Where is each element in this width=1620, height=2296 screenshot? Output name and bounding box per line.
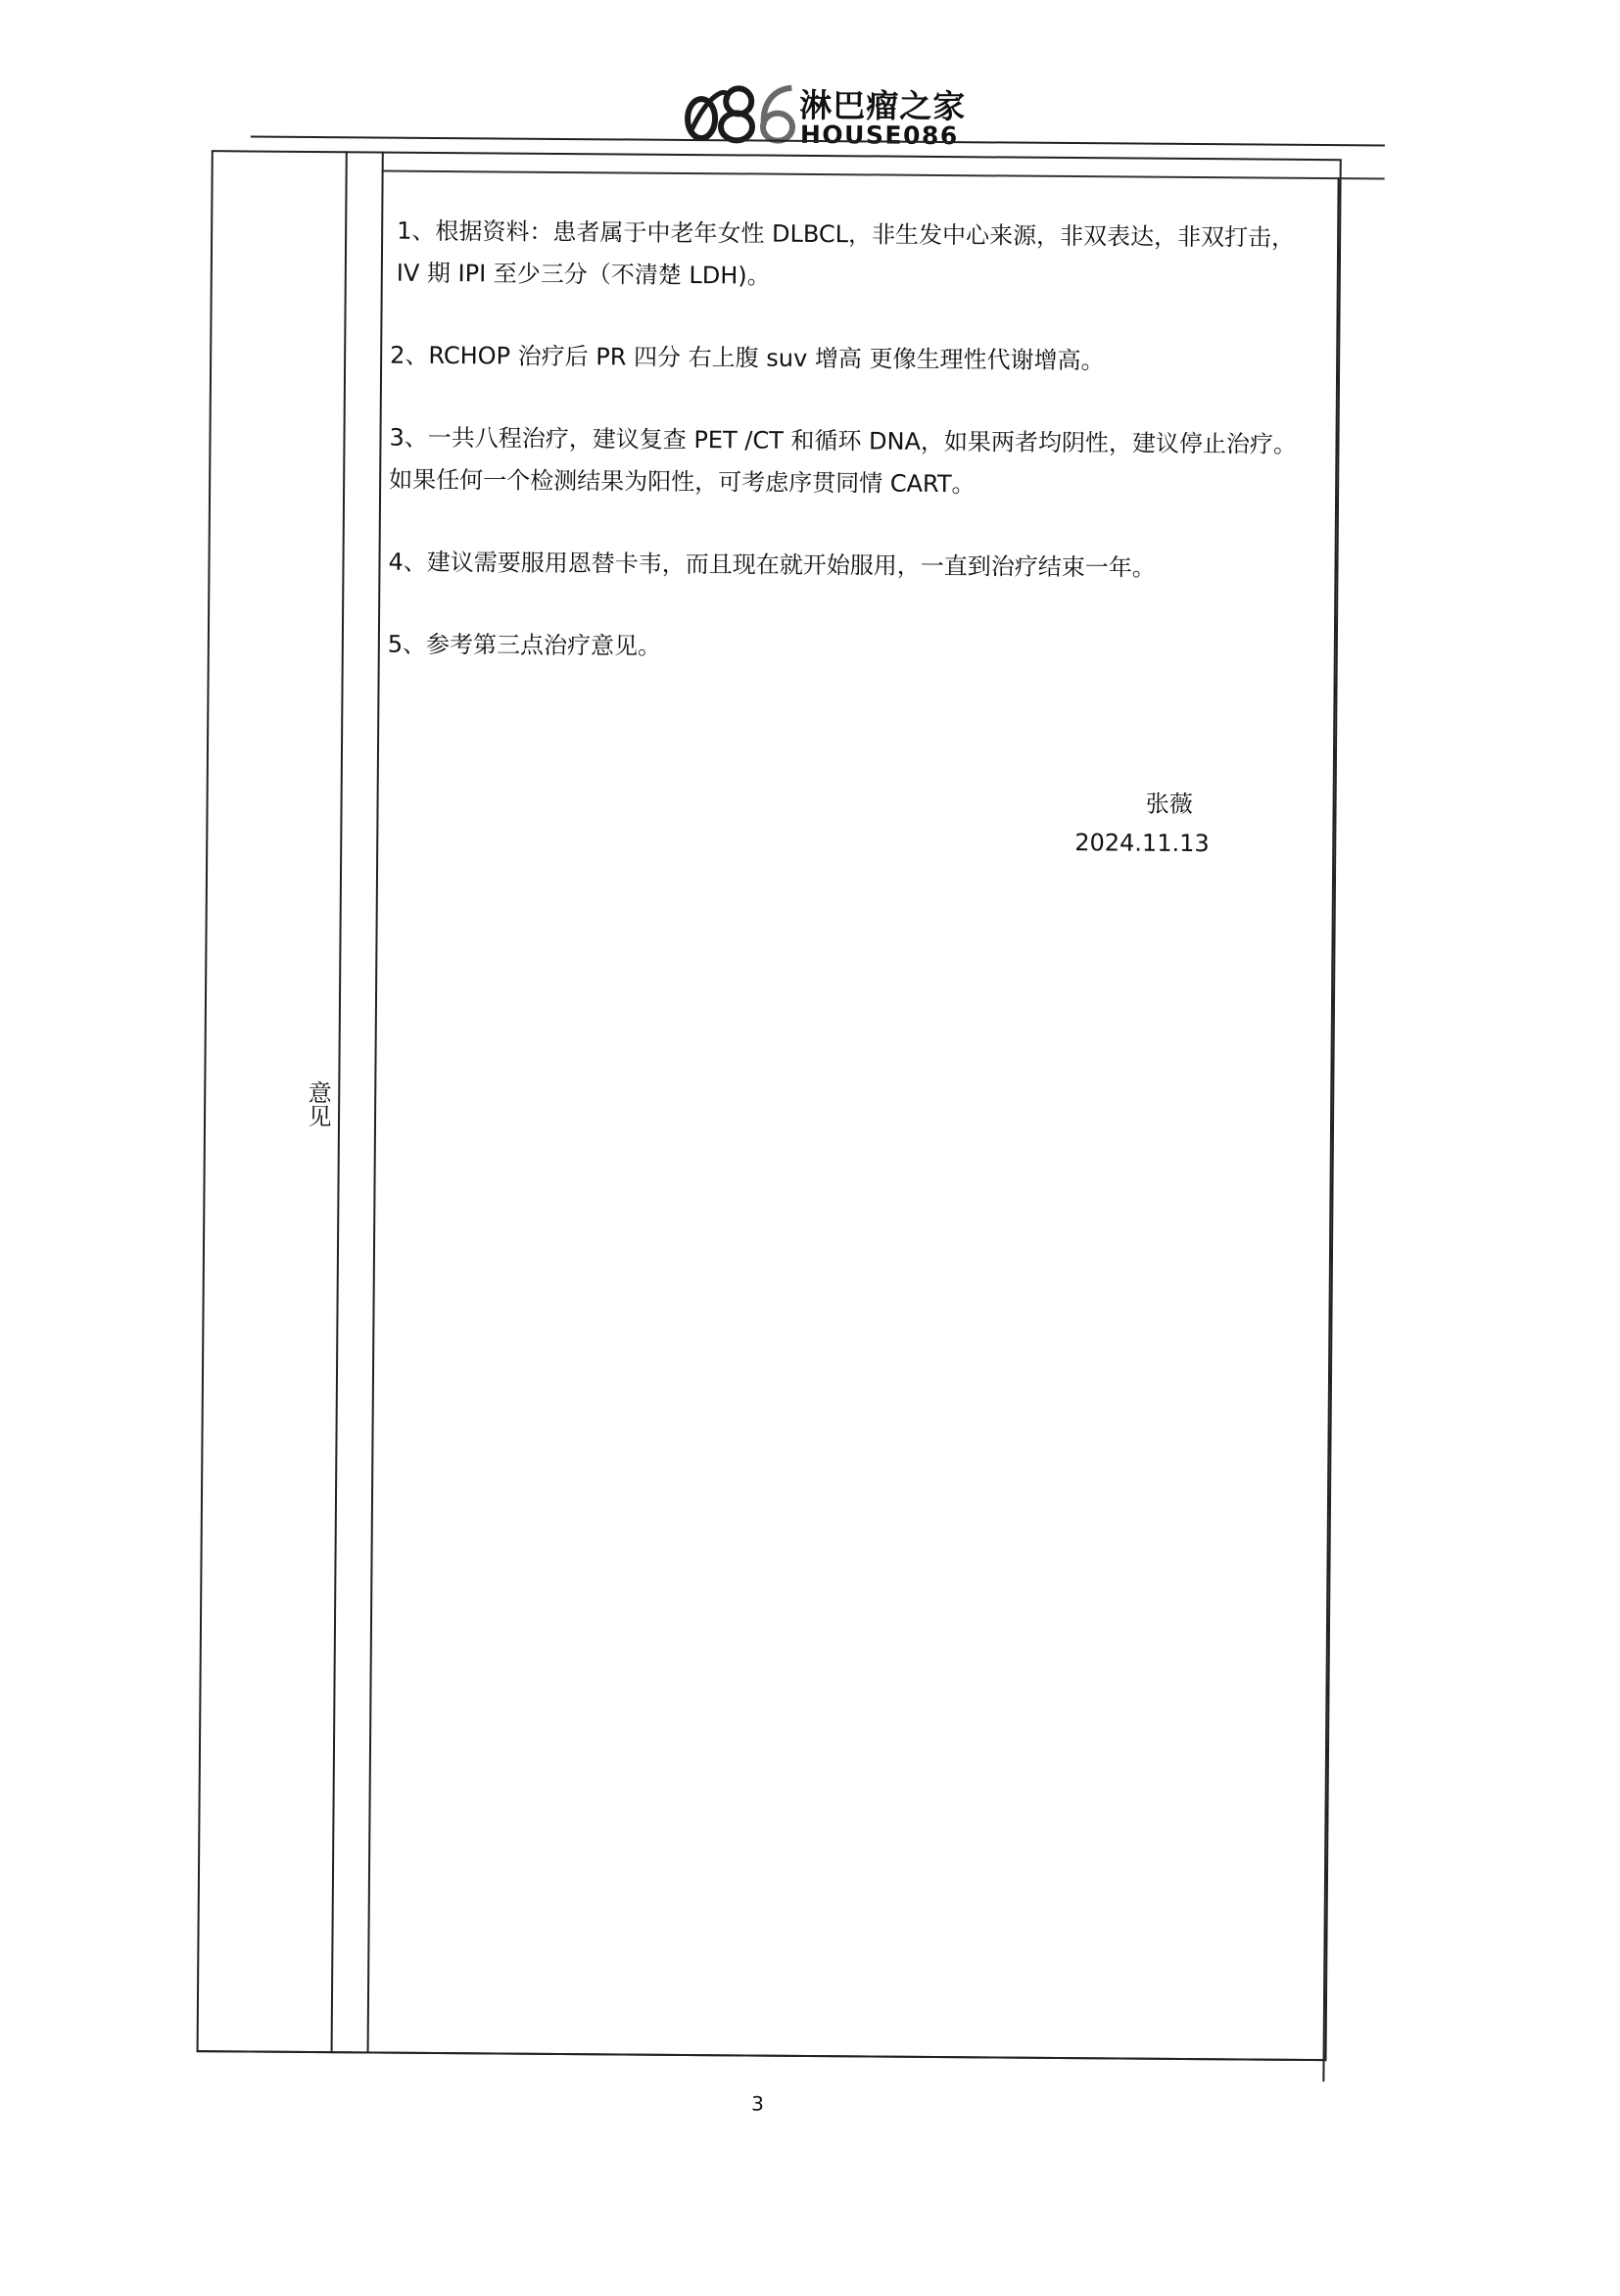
opinion-item (389, 417, 1350, 509)
brand-logo (682, 77, 977, 156)
opinion-line: 1、根据资料：患者属于中老年女性 DLBCL，非生发中心来源，非双表达，非双打击， (397, 216, 1296, 252)
opinion-line: IV 期 IPI 至少三分（不清楚 LDH)。 (396, 259, 771, 290)
opinion-line: 5、参考第三点治疗意见。 (387, 630, 662, 660)
opinion-content (387, 211, 1351, 714)
opinion-line: 如果任何一个检测结果为阳性，可考虑序贯同情 CART。 (389, 465, 976, 499)
page-number: 3 (751, 2091, 764, 2116)
opinion-line: 4、建议需要服用恩替卡韦，而且现在就开始服用，一直到治疗结束一年。 (388, 548, 1156, 582)
row-label-opinion: 意见 (303, 1079, 332, 1128)
brand-name-cn: 淋巴瘤之家 (799, 85, 967, 126)
logo-086-icon (682, 77, 804, 149)
opinion-item (388, 542, 1348, 592)
opinion-line: 3、一共八程治疗，建议复查 PET /CT 和循环 DNA，如果两者均阴性，建议停止治疗。 (389, 423, 1298, 458)
signature-date: 2024.11.13 (1074, 829, 1210, 858)
opinion-line: 2、RCHOP 治疗后 PR 四分 右上腹 suv 增高 更像生理性代谢增高。 (390, 341, 1105, 375)
opinion-item (391, 211, 1352, 303)
opinion-item (390, 335, 1350, 385)
brand-name-en: HOUSE086 (799, 120, 959, 151)
opinion-item (388, 624, 1348, 674)
signature-block (1074, 784, 1210, 863)
signer-name: 张薇 (1145, 789, 1193, 819)
